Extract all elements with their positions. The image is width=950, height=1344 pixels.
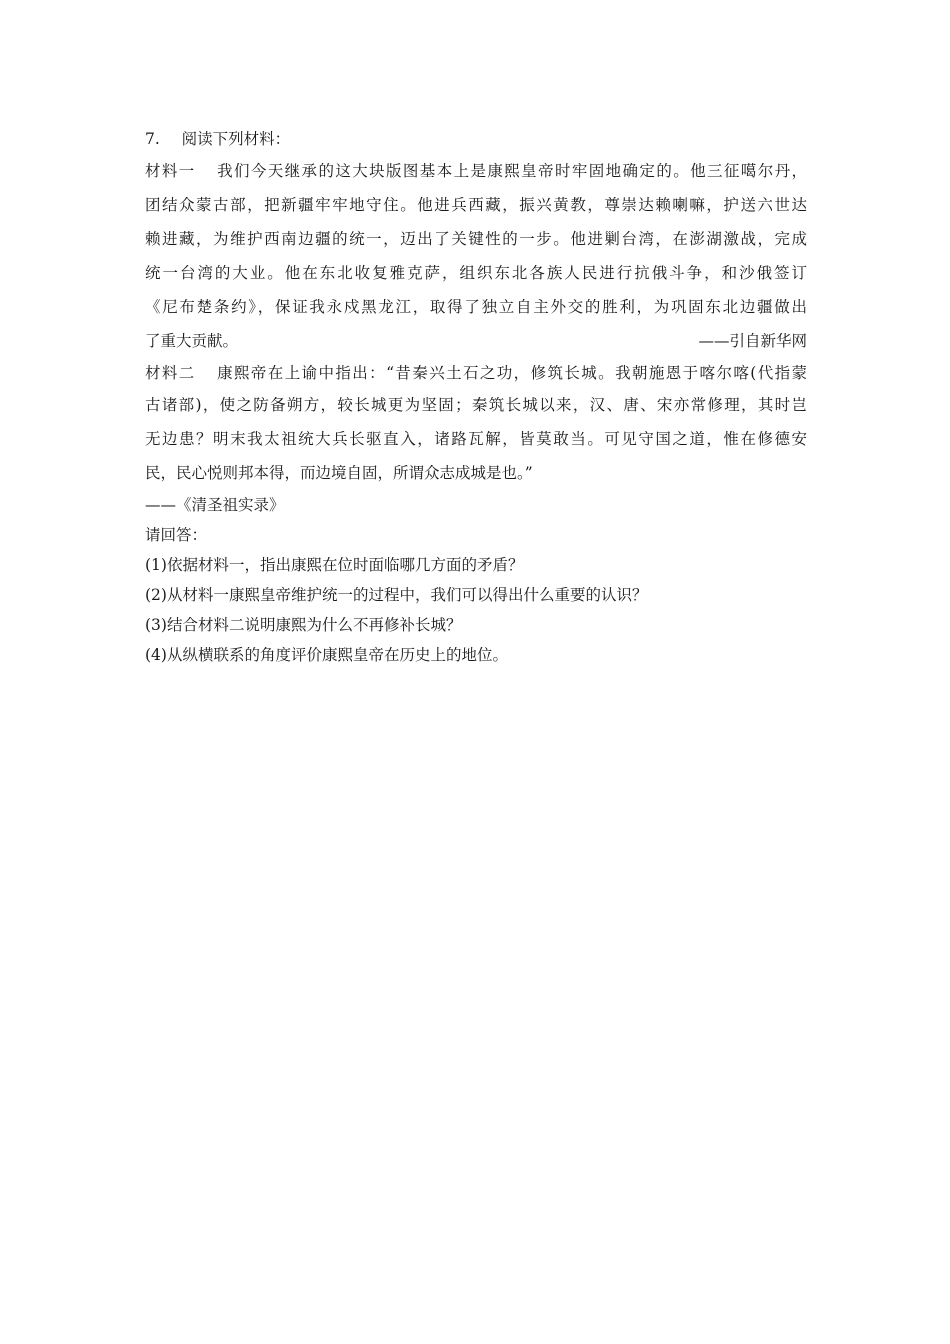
document-page — [145, 124, 807, 670]
material2-label: 材料二 — [145, 364, 196, 382]
question-number: 7. — [145, 130, 160, 148]
material1-last-line: 了重大贡献。 — [145, 332, 239, 350]
material1-line-2: 团结众蒙古部，把新疆牢牢地守住。他进兵西藏，振兴黄教，尊崇达赖喇嘛，护送六世达 — [145, 196, 807, 214]
sub-question-1: (1)依据材料一，指出康熙在位时面临哪几方面的矛盾？ — [145, 556, 524, 574]
question-heading — [145, 124, 807, 154]
material1-source: ——引自新华网 — [698, 332, 807, 350]
material1-line-6 — [145, 324, 807, 358]
question-prompt: 阅读下列材料： — [181, 130, 291, 148]
material2-line-2: 古诸部)，使之防备朔方，较长城更为坚固；秦筑长城以来，汉、唐、宋亦常修理，其时岂 — [145, 396, 807, 414]
material1-label: 材料一 — [145, 162, 196, 180]
sub-question-4: (4)从纵横联系的角度评价康熙皇帝在历史上的地位。 — [145, 646, 508, 664]
material2-line-4: 民，民心悦则邦本得，而边境自固，所谓众志成城是也。” — [145, 464, 533, 482]
material2-source: ——《清圣祖实录》 — [145, 496, 285, 514]
answer-prompt: 请回答： — [145, 526, 208, 544]
material1-line-3: 赖进藏，为维护西南边疆的统一，迈出了关键性的一步。他进剿台湾，在澎湖激战，完成 — [145, 230, 807, 248]
sub-question-3: (3)结合材料二说明康熙为什么不再修补长城？ — [145, 616, 462, 634]
material1-line-1: 材料一 我们今天继承的这大块版图基本上是康熙皇帝时牢固地确定的。他三征噶尔丹， — [145, 162, 807, 180]
material2-line-1: 材料二 康熙帝在上谕中指出：“昔秦兴土石之功，修筑长城。我朝施恩于喀尔喀(代指蒙 — [145, 364, 807, 382]
sub-question-2: (2)从材料一康熙皇帝维护统一的过程中，我们可以得出什么重要的认识？ — [145, 586, 648, 604]
material2-line-3: 无边患？明末我太祖统大兵长驱直入，诸路瓦解，皆莫敢当。可见守国之道，惟在修德安 — [145, 430, 807, 448]
material1-line-5: 《尼布楚条约》，保证我永戍黑龙江，取得了独立自主外交的胜利，为巩固东北边疆做出 — [145, 298, 807, 316]
material1-line-4: 统一台湾的大业。他在东北收复雅克萨，组织东北各族人民进行抗俄斗争，和沙俄签订 — [145, 264, 807, 282]
